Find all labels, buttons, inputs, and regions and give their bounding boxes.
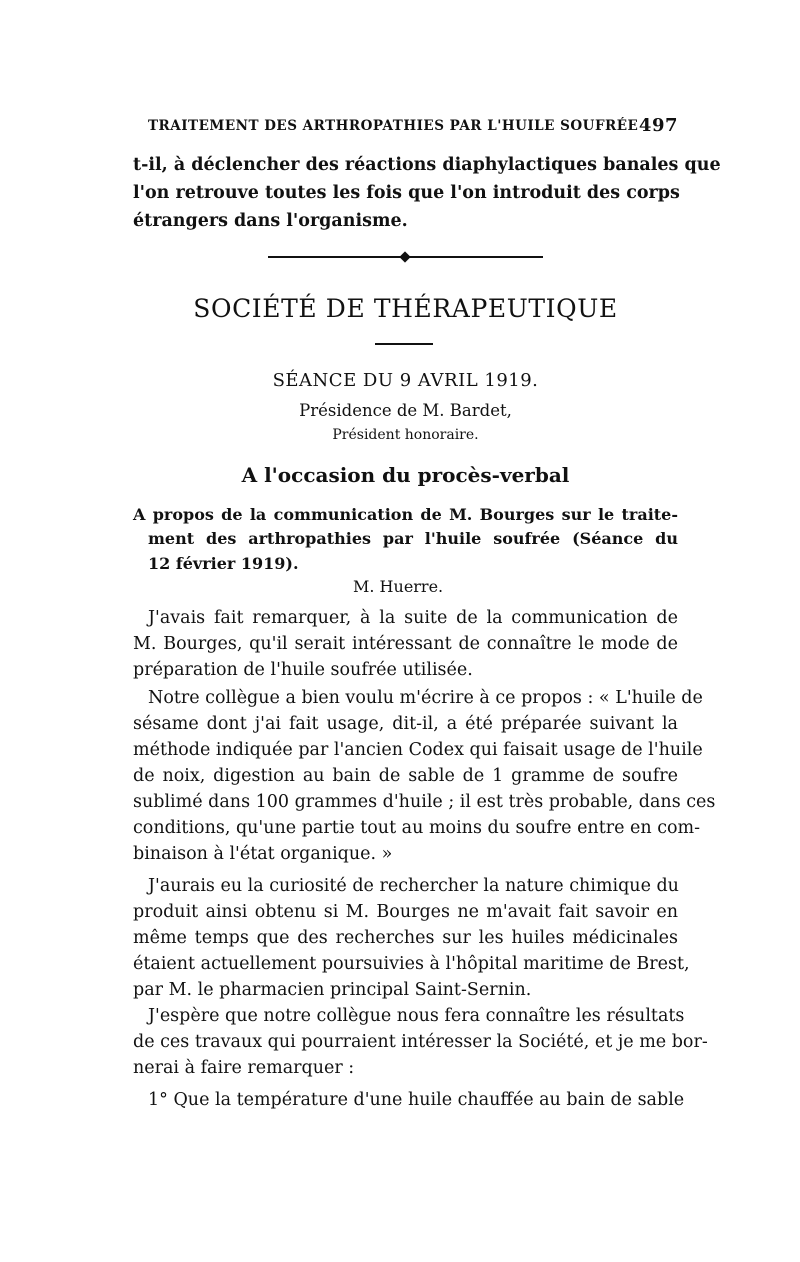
running-title: TRAITEMENT DES ARTHROPATHIES PAR L'HUILE SOUFRÉE xyxy=(148,118,639,134)
page-number: 497 xyxy=(638,115,678,136)
text-line: sésame dont j'ai fait usage, dit-il, a été préparée suivant la xyxy=(133,714,678,734)
intro-line-3: étrangers dans l'organisme. xyxy=(133,211,408,231)
text-line: sublimé dans 100 grammes d'huile ; il est très probable, dans ces xyxy=(133,792,716,812)
propos-line-1: A propos de la communication de M. Bourges sur le traite- xyxy=(133,505,678,524)
title-rule xyxy=(375,343,433,345)
intro-line-2: l'on retrouve toutes les fois que l'on introduit des corps xyxy=(133,183,680,203)
text-line: de noix, digestion au bain de sable de 1 gramme de soufre xyxy=(133,766,678,786)
text-line: J'aurais eu la curiosité de rechercher la nature chimique du xyxy=(148,876,679,896)
section-title: SOCIÉTÉ DE THÉRAPEUTIQUE xyxy=(193,294,618,323)
text-line: M. Bourges, qu'il serait intéressant de connaître le mode de xyxy=(133,634,678,654)
text-line: J'espère que notre collègue nous fera connaître les résultats xyxy=(148,1006,685,1026)
text-line: même temps que des recherches sur les huiles médicinales xyxy=(133,928,678,948)
running-header xyxy=(148,115,678,136)
seance-date: SÉANCE DU 9 AVRIL 1919. xyxy=(272,370,539,391)
author: M. Huerre. xyxy=(353,577,444,596)
text-line: méthode indiquée par l'ancien Codex qui faisait usage de l'huile xyxy=(133,740,703,760)
text-line: nerai à faire remarquer : xyxy=(133,1058,355,1078)
text-line: préparation de l'huile soufrée utilisée. xyxy=(133,660,473,680)
presidence: Présidence de M. Bardet, xyxy=(299,401,512,420)
divider-ornament xyxy=(399,251,410,262)
occasion-heading: A l'occasion du procès-verbal xyxy=(241,463,570,487)
text-line: Notre collègue a bien voulu m'écrire à ce propos : « L'huile de xyxy=(148,688,703,708)
president-title: Président honoraire. xyxy=(332,427,479,443)
intro-line-1: t-il, à déclencher des réactions diaphylactiques banales que xyxy=(133,155,721,175)
text-line: conditions, qu'une partie tout au moins du soufre entre en com- xyxy=(133,818,701,838)
propos-line-2: ment des arthropathies par l'huile soufrée (Séance du xyxy=(148,529,678,548)
text-line: par M. le pharmacien principal Saint-Sernin. xyxy=(133,980,532,1000)
text-line: de ces travaux qui pourraient intéresser la Société, et je me bor- xyxy=(133,1032,708,1052)
text-line: binaison à l'état organique. » xyxy=(133,844,393,864)
text-line: étaient actuellement poursuivies à l'hôpital maritime de Brest, xyxy=(133,954,690,974)
propos-line-3: 12 février 1919). xyxy=(148,554,299,573)
text-line: produit ainsi obtenu si M. Bourges ne m'avait fait savoir en xyxy=(133,902,678,922)
text-line: 1° Que la température d'une huile chauffée au bain de sable xyxy=(148,1090,685,1110)
text-line: J'avais fait remarquer, à la suite de la communication de xyxy=(148,608,678,628)
